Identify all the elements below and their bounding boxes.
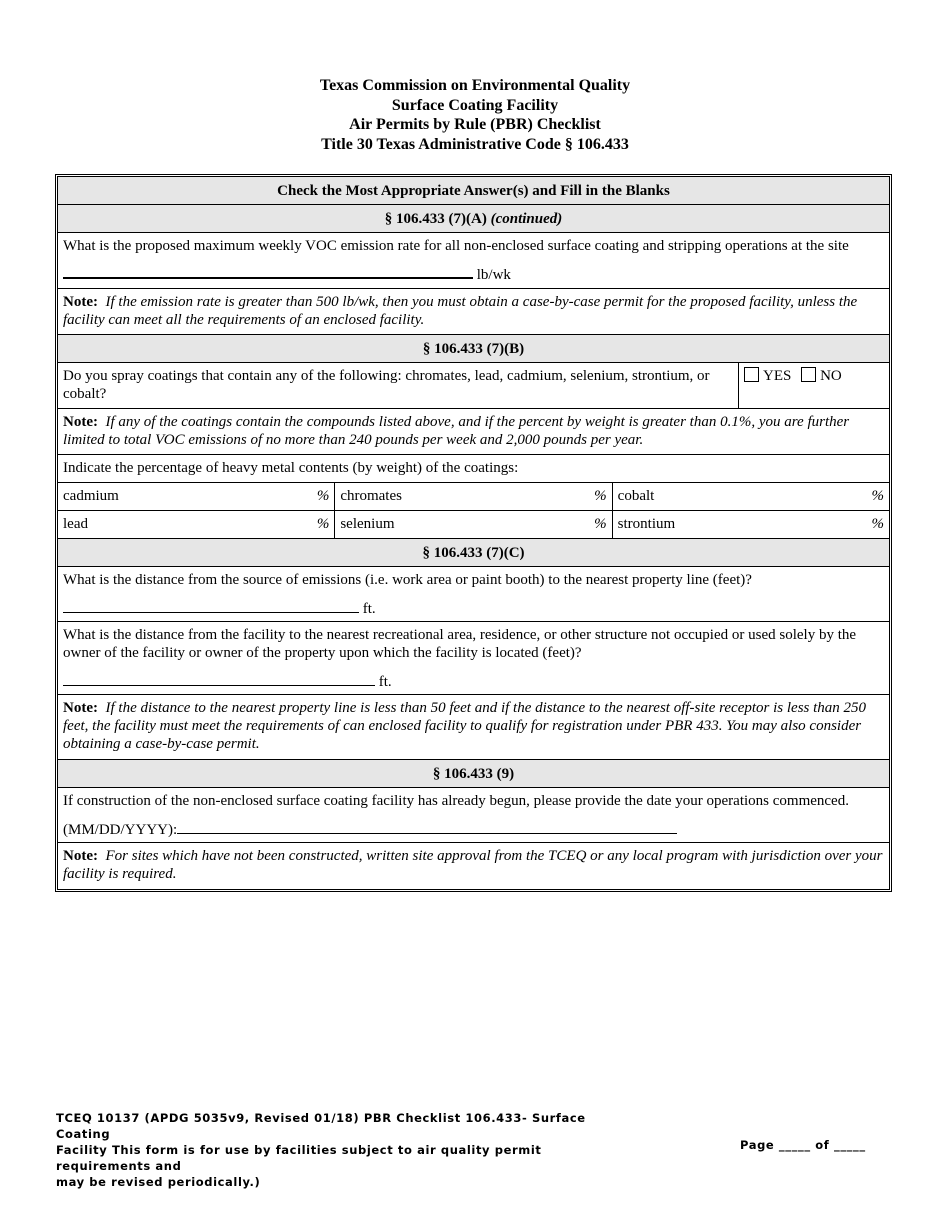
note-2-label: Note: <box>63 414 98 430</box>
no-checkbox[interactable] <box>801 367 816 382</box>
facility-type-title: Surface Coating Facility <box>391 96 559 114</box>
note-1-text: If the emission rate is greater than 500 lb/wk, then you must obtain a case-by-case permit for the proposed facility, unless the facility can meet all the requirements of an enclosed facility. <box>63 294 858 328</box>
date-blank[interactable] <box>177 819 677 834</box>
percent-sign: % <box>316 488 330 504</box>
voc-rate-row <box>58 233 889 289</box>
section-9-header: § 106.433 (9) <box>58 760 889 788</box>
percent-sign: % <box>594 488 607 504</box>
metal-lead-label: lead <box>63 516 88 532</box>
distance-property-unit: ft. <box>362 601 376 617</box>
footer-line-1: TCEQ 10137 (APDG 5035v9, Revised 01/18) PBR Checklist 106.433- Surface Coating <box>56 1111 586 1141</box>
form-header <box>0 76 950 154</box>
form-instructions: Check the Most Appropriate Answer(s) and Fill in the Blanks <box>58 177 889 205</box>
distance-property-question: What is the distance from the source of emissions (i.e. work area or paint booth) to the nearest property line (feet)? <box>63 572 752 588</box>
no-label: NO <box>820 368 842 384</box>
note-4-label: Note: <box>63 848 98 864</box>
note-4 <box>58 843 889 889</box>
metals-question: Indicate the percentage of heavy metal contents (by weight) of the coatings: <box>58 455 889 483</box>
section-7a-title: § 106.433 (7)(A) <box>384 211 487 227</box>
voc-rate-unit: lb/wk <box>476 267 511 283</box>
voc-rate-question: What is the proposed maximum weekly VOC emission rate for all non-enclosed surface coating and stripping operations at the site <box>63 238 849 254</box>
construction-row <box>58 788 889 843</box>
section-7a-header <box>58 205 889 233</box>
metal-chromates-cell[interactable] <box>335 483 612 510</box>
footer-line-2: Facility This form is for use by facilities subject to air quality permit requirements and <box>56 1143 542 1173</box>
page-number: Page _____ of _____ <box>740 1138 866 1152</box>
metals-row-1 <box>58 483 889 511</box>
spray-row <box>58 363 889 409</box>
percent-sign: % <box>871 488 884 504</box>
date-label: (MM/DD/YYYY): <box>63 822 178 838</box>
metals-row-2 <box>58 511 889 539</box>
section-7b-header: § 106.433 (7)(B) <box>58 335 889 363</box>
section-7c-header: § 106.433 (7)(C) <box>58 539 889 567</box>
note-1-label: Note: <box>63 294 98 310</box>
yes-checkbox[interactable] <box>744 367 759 382</box>
distance-receptor-row <box>58 622 889 695</box>
spray-answer <box>739 363 889 408</box>
section-7a-continued: (continued) <box>490 211 563 227</box>
metal-cadmium-cell[interactable] <box>58 483 335 510</box>
metal-cobalt-cell[interactable] <box>613 483 889 510</box>
metal-cadmium-label: cadmium <box>63 488 119 504</box>
note-2-text: If any of the coatings contain the compounds listed above, and if the percent by weight is greater than 0.1%, you are further limited to total VOC emissions of no more than 240 pounds per week and 2,000 pounds per year. <box>63 414 850 448</box>
note-1 <box>58 289 889 335</box>
checklist-title: Air Permits by Rule (PBR) Checklist <box>349 116 601 133</box>
footer-line-3: may be revised periodically.) <box>56 1175 261 1189</box>
spray-question: Do you spray coatings that contain any of the following: chromates, lead, cadmium, selenium, strontium, or cobalt? <box>58 363 739 408</box>
agency-title: Texas Commission on Environmental Quality <box>319 77 631 94</box>
percent-sign: % <box>316 516 330 532</box>
distance-property-blank[interactable] <box>63 598 359 613</box>
distance-receptor-question: What is the distance from the facility to the nearest recreational area, residence, or other structure not occupied or used solely by the owner of the facility or owner of the property upon which the facility is located (feet)? <box>63 627 857 661</box>
percent-sign: % <box>594 516 607 532</box>
metal-strontium-label: strontium <box>617 516 676 532</box>
form-footer <box>56 1110 636 1190</box>
voc-rate-blank[interactable] <box>63 263 473 279</box>
percent-sign: % <box>871 516 884 532</box>
metal-strontium-cell[interactable] <box>613 511 889 538</box>
metal-cobalt-label: cobalt <box>617 488 655 504</box>
distance-receptor-blank[interactable] <box>63 671 375 686</box>
note-3-label: Note: <box>63 700 98 716</box>
distance-property-row <box>58 567 889 622</box>
metal-lead-cell[interactable] <box>58 511 335 538</box>
code-title: Title 30 Texas Administrative Code § 106.433 <box>321 135 629 153</box>
note-3-text: If the distance to the nearest property line is less than 50 feet and if the distance to the nearest off-site receptor is less than 250 feet, the facility must meet the requirements of can enclosed facility to qualify for registration under PBR 433. You may also consider obtaining a case-by-case permit. <box>63 700 867 752</box>
construction-question: If construction of the non-enclosed surface coating facility has already begun, please provide the date your operations commenced. <box>63 793 849 809</box>
note-3 <box>58 695 889 760</box>
distance-receptor-unit: ft. <box>378 674 392 690</box>
note-2 <box>58 409 889 455</box>
metal-selenium-cell[interactable] <box>335 511 612 538</box>
metal-chromates-label: chromates <box>340 488 402 504</box>
note-4-text: For sites which have not been constructed, written site approval from the TCEQ or any local program with jurisdiction over your facility is required. <box>63 848 883 882</box>
metal-selenium-label: selenium <box>340 516 395 532</box>
checklist-form <box>55 174 892 892</box>
yes-label: YES <box>763 368 792 384</box>
